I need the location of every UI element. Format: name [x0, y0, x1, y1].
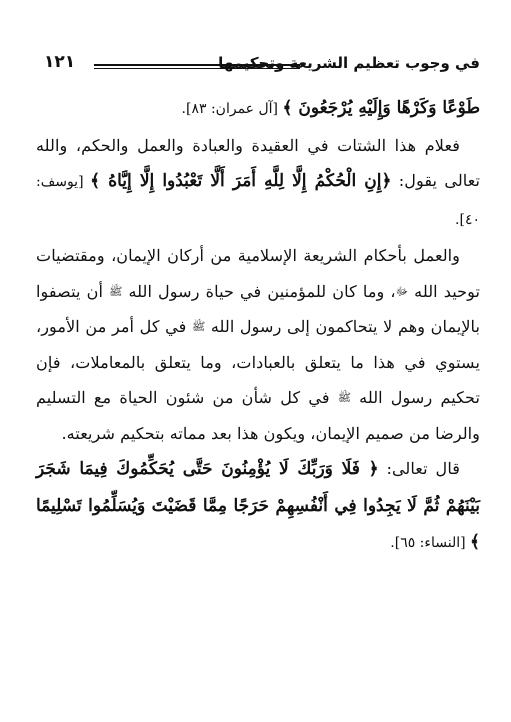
page-header [36, 48, 480, 84]
paragraph-text: فعلام هذا الشتات في العقيدة والعبادة والعمل والحكم، والله تعالى يقول: [36, 135, 481, 190]
book-page [36, 48, 480, 708]
quran-verse: ﴿ فَلَا وَرَبِّكَ لَا يُؤْمِنُونَ حَتَّى يُحَكِّمُوكَ فِيمَا شَجَرَ بَيْنَهُمْ ثُمَّ لَا يَجِدُوا فِي أَنْفُسِهِمْ حَرَجًا مِمَّا قَضَيْتَ وَيُسَلِّمُوا تَسْلِيمًا ﴾ [36, 459, 480, 552]
chapter-title: في وجوب تعظيم الشريعة وتحكيمها [218, 54, 480, 72]
paragraph-text: في كل شأن من شئون الحياة مع التسليم والرضا من صميم الإيمان، ويكون هذا بعد مماته بتحكيم شريعته. [36, 388, 480, 443]
paragraph-text: أن يتصفوا بالإيمان وهم لا يتحاكمون إلى رسول الله [36, 281, 480, 336]
paragraph-text: قال تعالى: [378, 459, 460, 478]
paragraph-text: والعمل بأحكام الشريعة الإسلامية من أركان الإيمان، ومقتضيات توحيد الله [36, 246, 481, 301]
page-number: ١٢١ [44, 52, 76, 72]
paragraph-4 [36, 451, 480, 562]
salutation-symbol: ﷺ [109, 284, 123, 298]
paragraph-1 [36, 90, 480, 128]
salutation-symbol: ﷺ [191, 320, 206, 333]
paragraph-3 [36, 238, 480, 451]
verse-reference: [آل عمران: ٨٣]. [181, 101, 283, 117]
paragraph-text: في كل أمر من الأمور، يستوي في هذا ما يتعلق بالعبادات، وما يتعلق بالمعاملات، فإن تحكيم رسول الله [36, 317, 480, 407]
glorification-symbol: ﷻ [395, 284, 409, 298]
quran-verse: ﴿إِنِ الْحُكْمُ إِلَّا لِلَّهِ أَمَرَ أَلَّا تَعْبُدُوا إِلَّا إِيَّاهُ ﴾ [90, 171, 392, 191]
paragraph-text: ، وما كان للمؤمنين في حياة رسول الله [122, 281, 396, 301]
paragraph-2 [36, 128, 480, 239]
salutation-symbol: ﷺ [337, 391, 352, 404]
quran-verse: طَوْعًا وَكَرْهًا وَإِلَيْهِ يُرْجَعُونَ ﴾ [282, 98, 480, 118]
verse-reference: [يوسف: ٤٠]. [36, 174, 480, 228]
verse-reference: [النساء: ٦٥]. [390, 535, 471, 551]
body-text [36, 90, 480, 562]
header-rule [94, 64, 300, 69]
